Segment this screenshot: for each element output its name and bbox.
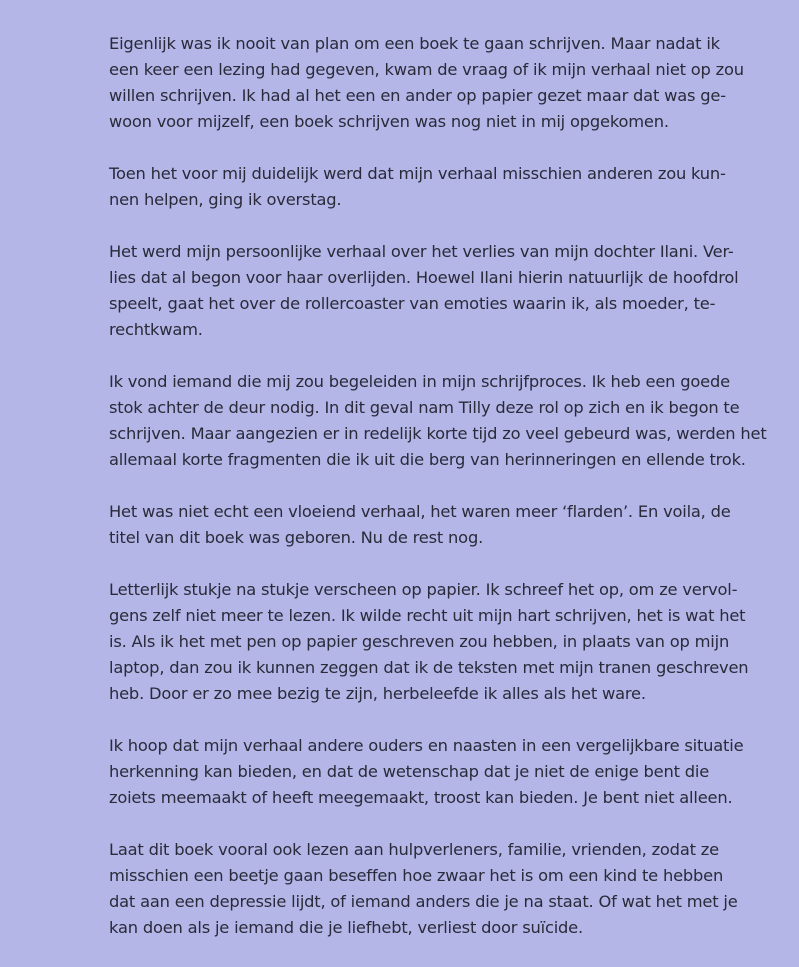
text-line: lies dat al begon voor haar overlijden. Hoewel Ilani hierin natuurlijk de hoofdrol (109, 268, 739, 287)
text-line: Letterlijk stukje na stukje verscheen op papier. Ik schreef het op, om ze vervol- (109, 580, 738, 599)
text-line: Het was niet echt een vloeiend verhaal, het waren meer ‘flarden’. En voila, de (109, 502, 731, 521)
text-line: Toen het voor mij duidelijk werd dat mijn verhaal misschien anderen zou kun- (109, 164, 726, 183)
text-line: is. Als ik het met pen op papier geschreven zou hebben, in plaats van op mijn (109, 632, 730, 651)
text-line: woon voor mijzelf, een boek schrijven was nog niet in mij opgekomen. (109, 112, 669, 131)
paragraph-8 (109, 837, 738, 941)
text-body (109, 31, 767, 967)
text-line: kan doen als je iemand die je liefhebt, verliest door suïcide. (109, 918, 583, 937)
text-line: Ik vond iemand die mij zou begeleiden in mijn schrijfproces. Ik heb een goede (109, 372, 730, 391)
text-line: een keer een lezing had gegeven, kwam de vraag of ik mijn verhaal niet op zou (109, 60, 744, 79)
text-line: allemaal korte fragmenten die ik uit die berg van herinneringen en ellende trok. (109, 450, 746, 469)
text-line: Ik hoop dat mijn verhaal andere ouders en naasten in een vergelijkbare situatie (109, 736, 744, 755)
text-line: speelt, gaat het over de rollercoaster van emoties waarin ik, als moeder, te- (109, 294, 716, 313)
paragraph-5 (109, 499, 731, 551)
paragraph-7 (109, 733, 744, 811)
text-line: rechtkwam. (109, 320, 203, 339)
text-line: misschien een beetje gaan beseffen hoe zwaar het is om een kind te hebben (109, 866, 724, 885)
paragraph-4 (109, 369, 767, 473)
text-line: nen helpen, ging ik overstag. (109, 190, 342, 209)
paragraph-1 (109, 31, 744, 135)
text-line: laptop, dan zou ik kunnen zeggen dat ik de teksten met mijn tranen geschreven (109, 658, 749, 677)
text-line: titel van dit boek was geboren. Nu de rest nog. (109, 528, 484, 547)
text-line: zoiets meemaakt of heeft meegemaakt, troost kan bieden. Je bent niet alleen. (109, 788, 733, 807)
paragraph-2 (109, 161, 726, 213)
paragraph-3 (109, 239, 739, 343)
text-line: Laat dit boek vooral ook lezen aan hulpverleners, familie, vrienden, zodat ze (109, 840, 719, 859)
text-line: schrijven. Maar aangezien er in redelijk korte tijd zo veel gebeurd was, werden het (109, 424, 767, 443)
text-line: stok achter de deur nodig. In dit geval nam Tilly deze rol op zich en ik begon te (109, 398, 740, 417)
text-line: gens zelf niet meer te lezen. Ik wilde recht uit mijn hart schrijven, het is wat het (109, 606, 746, 625)
text-line: herkenning kan bieden, en dat de wetenschap dat je niet de enige bent die (109, 762, 710, 781)
text-line: Het werd mijn persoonlijke verhaal over het verlies van mijn dochter Ilani. Ver- (109, 242, 734, 261)
text-line: dat aan een depressie lijdt, of iemand anders die je na staat. Of wat het met je (109, 892, 738, 911)
paragraph-6 (109, 577, 749, 707)
text-line: Eigenlijk was ik nooit van plan om een boek te gaan schrijven. Maar nadat ik (109, 34, 720, 53)
text-line: heb. Door er zo mee bezig te zijn, herbeleefde ik alles als het ware. (109, 684, 646, 703)
text-line: willen schrijven. Ik had al het een en ander op papier gezet maar dat was ge- (109, 86, 726, 105)
